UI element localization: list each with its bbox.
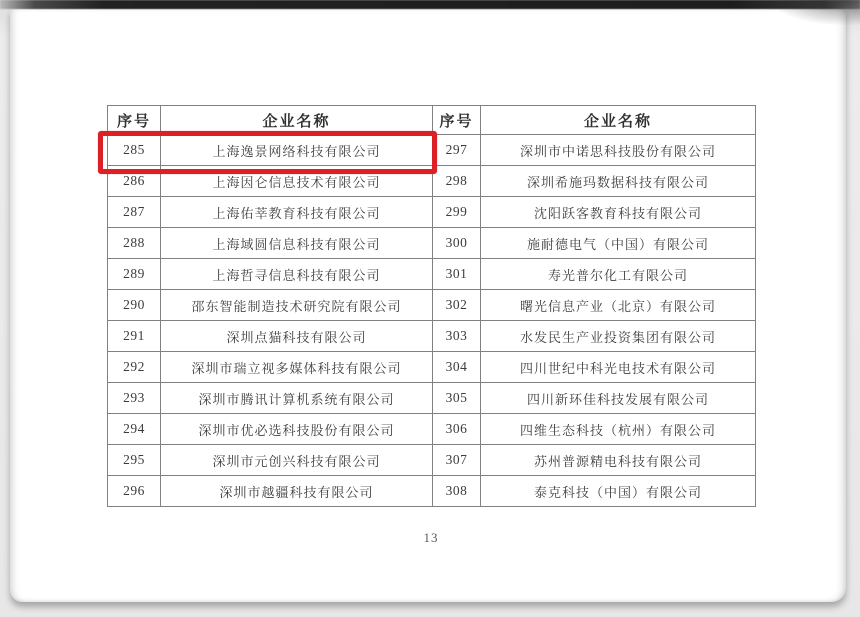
company-cell-left: 深圳点猫科技有限公司	[161, 321, 433, 352]
serial-cell-right: 308	[433, 476, 481, 507]
company-table	[107, 105, 756, 507]
serial-cell-left: 288	[108, 228, 161, 259]
serial-cell-left: 292	[108, 352, 161, 383]
table-row	[108, 166, 756, 197]
company-cell-right: 四川世纪中科光电技术有限公司	[481, 352, 756, 383]
table-row	[108, 321, 756, 352]
table-row	[108, 445, 756, 476]
serial-cell-left: 287	[108, 197, 161, 228]
table-header	[108, 106, 756, 135]
serial-cell-right: 304	[433, 352, 481, 383]
serial-cell-left: 291	[108, 321, 161, 352]
company-cell-left: 上海因仑信息技术有限公司	[161, 166, 433, 197]
header-row	[108, 106, 756, 135]
top-right-shadow	[770, 0, 860, 26]
document-page	[10, 9, 846, 602]
table-row	[108, 290, 756, 321]
header-serial-left: 序号	[108, 106, 161, 135]
company-cell-left: 上海逸景网络科技有限公司	[161, 135, 433, 166]
serial-cell-left: 285	[108, 135, 161, 166]
company-cell-right: 曙光信息产业（北京）有限公司	[481, 290, 756, 321]
header-company-left: 企业名称	[161, 106, 433, 135]
serial-cell-right: 301	[433, 259, 481, 290]
header-company-right: 企业名称	[481, 106, 756, 135]
serial-cell-right: 302	[433, 290, 481, 321]
serial-cell-right: 306	[433, 414, 481, 445]
table-row	[108, 383, 756, 414]
company-cell-right: 深圳希施玛数据科技有限公司	[481, 166, 756, 197]
serial-cell-right: 299	[433, 197, 481, 228]
table-row	[108, 476, 756, 507]
company-cell-right: 寿光普尔化工有限公司	[481, 259, 756, 290]
serial-cell-left: 289	[108, 259, 161, 290]
serial-cell-right: 307	[433, 445, 481, 476]
company-cell-left: 深圳市瑞立视多媒体科技有限公司	[161, 352, 433, 383]
table-row	[108, 228, 756, 259]
serial-cell-right: 303	[433, 321, 481, 352]
header-serial-right: 序号	[433, 106, 481, 135]
company-cell-left: 深圳市优必选科技股份有限公司	[161, 414, 433, 445]
serial-cell-left: 290	[108, 290, 161, 321]
serial-cell-left: 295	[108, 445, 161, 476]
company-cell-right: 泰克科技（中国）有限公司	[481, 476, 756, 507]
page-number: 13	[423, 530, 439, 545]
company-cell-left: 上海域圆信息科技有限公司	[161, 228, 433, 259]
company-cell-right: 沈阳跃客教育科技有限公司	[481, 197, 756, 228]
table-row	[108, 414, 756, 445]
serial-cell-right: 300	[433, 228, 481, 259]
serial-cell-left: 296	[108, 476, 161, 507]
company-cell-right: 四川新环佳科技发展有限公司	[481, 383, 756, 414]
company-cell-right: 水发民生产业投资集团有限公司	[481, 321, 756, 352]
serial-cell-right: 305	[433, 383, 481, 414]
table-row	[108, 259, 756, 290]
company-cell-left: 上海哲寻信息科技有限公司	[161, 259, 433, 290]
company-cell-left: 深圳市越疆科技有限公司	[161, 476, 433, 507]
table-row	[108, 352, 756, 383]
company-cell-right: 深圳市中诺思科技股份有限公司	[481, 135, 756, 166]
company-cell-left: 邵东智能制造技术研究院有限公司	[161, 290, 433, 321]
company-cell-left: 深圳市腾讯计算机系统有限公司	[161, 383, 433, 414]
company-cell-right: 四维生态科技（杭州）有限公司	[481, 414, 756, 445]
table-row	[108, 197, 756, 228]
serial-cell-right: 297	[433, 135, 481, 166]
table-body	[108, 135, 756, 507]
page-top-dark-edge	[0, 0, 860, 9]
company-cell-right: 施耐德电气（中国）有限公司	[481, 228, 756, 259]
company-cell-left: 深圳市元创兴科技有限公司	[161, 445, 433, 476]
serial-cell-right: 298	[433, 166, 481, 197]
serial-cell-left: 293	[108, 383, 161, 414]
company-cell-right: 苏州普源精电科技有限公司	[481, 445, 756, 476]
serial-cell-left: 294	[108, 414, 161, 445]
table-row-highlighted	[108, 135, 756, 166]
serial-cell-left: 286	[108, 166, 161, 197]
company-cell-left: 上海佑莘教育科技有限公司	[161, 197, 433, 228]
